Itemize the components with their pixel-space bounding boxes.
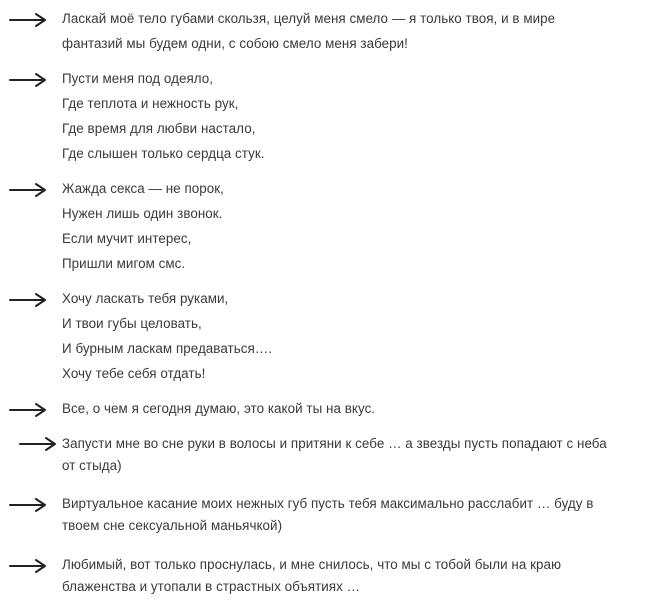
- text-line: Жажда секса — не порок,: [62, 181, 224, 196]
- text-line: Пусти меня под одеяло,: [62, 71, 214, 86]
- arrow-right-icon: [8, 72, 48, 88]
- text-line: твоем сне сексуальной маньячкой): [62, 518, 283, 533]
- text-line: Если мучит интерес,: [62, 231, 192, 246]
- arrow-right-icon: [8, 497, 48, 513]
- arrow-right-icon: [8, 558, 48, 574]
- arrow-right-icon: [8, 182, 48, 198]
- text-line: фантазий мы будем одни, с собою смело меня забери!: [62, 36, 408, 51]
- arrow-right-icon: [8, 292, 48, 308]
- arrow-right-icon: [8, 402, 48, 418]
- arrow-right-icon: [8, 12, 48, 28]
- text-line: от стыда): [62, 458, 122, 473]
- text-line: Где теплота и нежность рук,: [62, 96, 239, 111]
- text-line: Любимый, вот только проснулась, и мне снилось, что мы с тобой были на краю: [62, 557, 562, 572]
- text-line: Ласкай моё тело губами скользя, целуй меня смело — я только твоя, и в мире: [62, 11, 556, 26]
- text-line: Нужен лишь один звонок.: [62, 206, 223, 221]
- text-line: блаженства и утопали в страстных объятиях …: [62, 579, 361, 594]
- text-line: Где время для любви настало,: [62, 121, 256, 136]
- text-line: Запусти мне во сне руки в волосы и притяни к себе … а звезды пусть попадают с неба: [62, 436, 607, 451]
- text-line: И бурным ласкам предаваться….: [62, 341, 272, 356]
- text-line: Пришли мигом смс.: [62, 256, 186, 271]
- text-line: Все, о чем я сегодня думаю, это какой ты на вкус.: [62, 401, 376, 416]
- arrow-right-icon: [18, 436, 58, 452]
- text-line: Где слышен только сердца стук.: [62, 146, 265, 161]
- text-line: И твои губы целовать,: [62, 316, 202, 331]
- text-line: Виртуальное касание моих нежных губ пусть тебя максимально расслабит … буду в: [62, 496, 594, 511]
- text-line: Хочу тебе себя отдать!: [62, 366, 206, 381]
- text-line: Хочу ласкать тебя руками,: [62, 291, 229, 306]
